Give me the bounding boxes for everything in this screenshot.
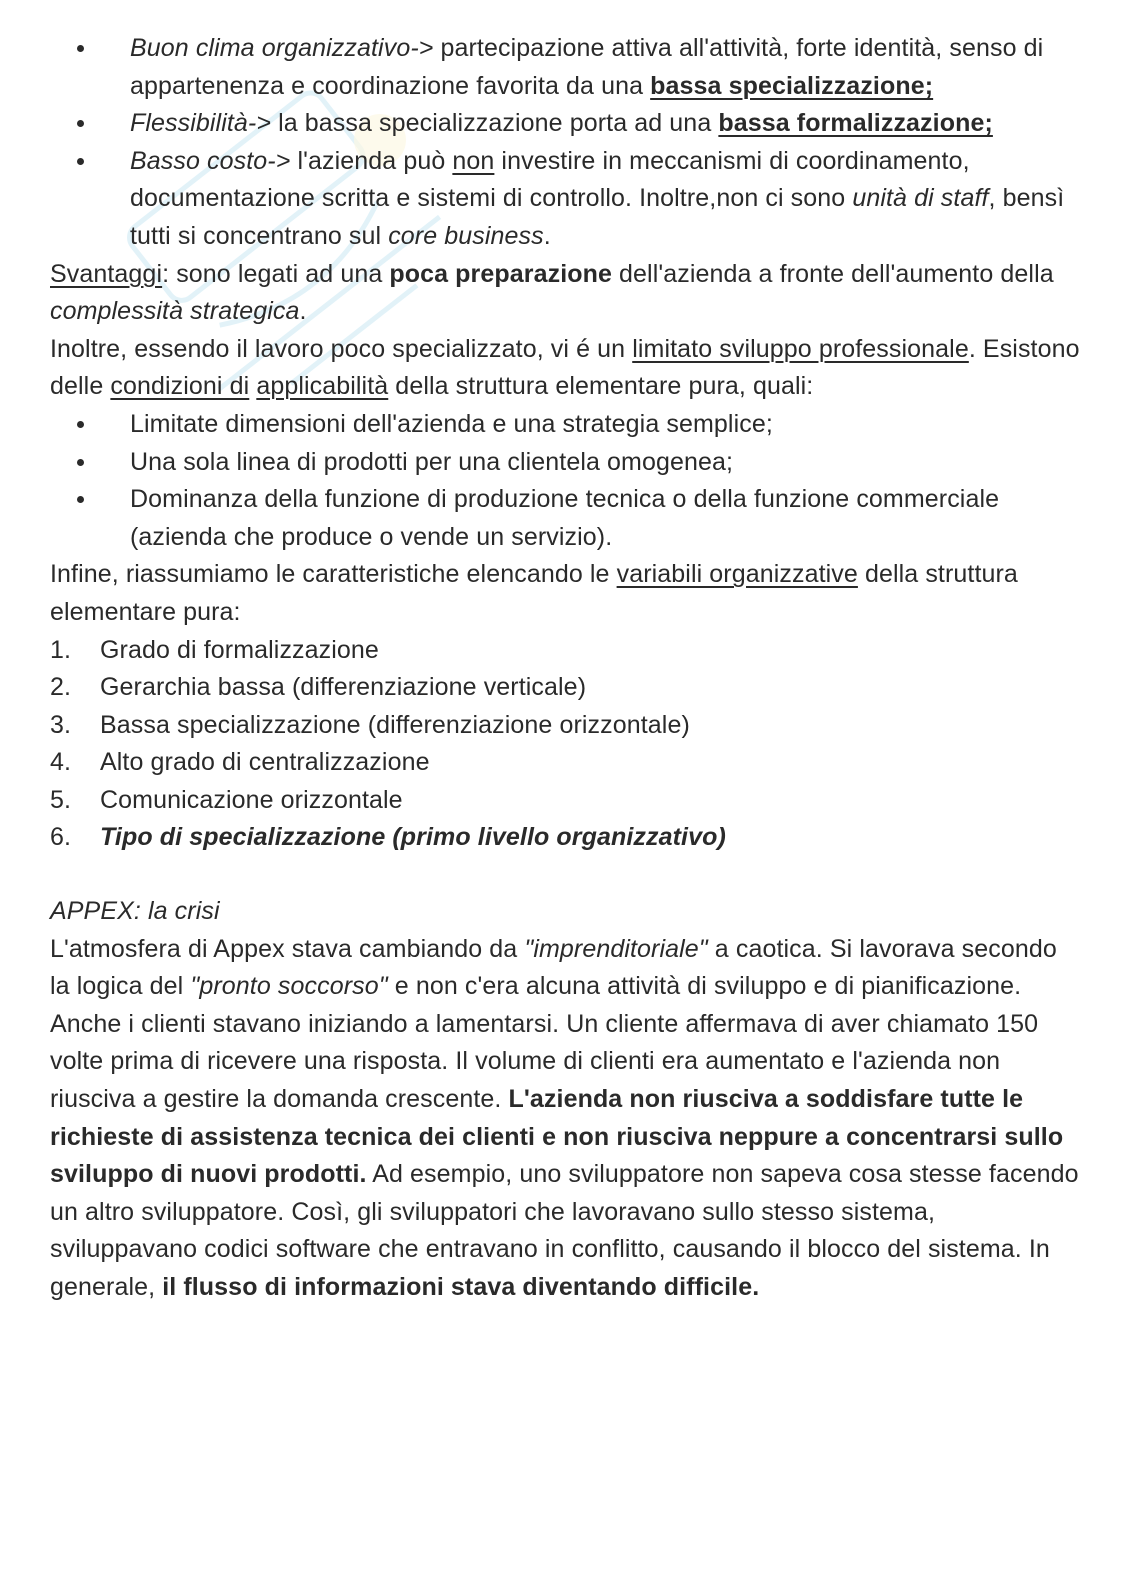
list-item: 2. Gerarchia bassa (differenziazione verticale) [50,673,587,702]
advantages-list [50,30,1080,256]
list-item: 3. Bassa specializzazione (differenziazione orizzontale) [50,710,690,739]
disadvantages-paragraph: Svantaggi: sono legati ad una poca preparazione dell'azienda a fronte dell'aumento della complessità strategica. [50,259,1054,326]
list-item: 1. Grado di formalizzazione [50,635,379,664]
list-item: Basso costo-> l'azienda può non investire in meccanismi di coordinamento, documentazione scritta e sistemi di controllo. Inoltre,non ci sono unità di staff, bensì tutti si concentrano sul core business. [50,143,1080,256]
appex-heading: APPEX: la crisi [50,897,220,926]
list-item: Flessibilità-> la bassa specializzazione porta ad una bassa formalizzazione; [50,105,1080,143]
professional-development-paragraph: Inoltre, essendo il lavoro poco specializzato, vi é un limitato sviluppo professionale. Esistono delle condizioni di applicabilità della struttura elementare pura, quali: [50,334,1080,401]
conditions-list [50,406,1080,556]
summary-intro-paragraph: Infine, riassumiamo le caratteristiche elencando le variabili organizzative della struttura elementare pura: [50,560,1018,626]
appex-paragraph: L'atmosfera di Appex stava cambiando da "imprenditoriale" a caotica. Si lavorava secondo la logica del "pronto soccorso" e non c'era alcuna attività di sviluppo e di pianificazione. Anche i clienti stavano iniziando a lamentarsi. Un cliente affermava di aver chiamato 150 volte prima di ricevere una risposta. Il volume di clienti era aumentato e l'azienda non riusciva a gestire la domanda crescente. L'azienda non riusciva a soddisfare tutte le richieste di assistenza tecnica dei clienti e non riusciva neppure a concentrarsi sullo sviluppo di nuovi prodotti. Ad esempio, uno sviluppatore non sapeva cosa stesse facendo un altro sviluppatore. Così, gli sviluppatori che lavoravano sullo stesso sistema, sviluppavano codici software che entravano in conflitto, causando il blocco del sistema. In generale, il flusso di informazioni stava diventando difficile. [50,934,1079,1301]
list-item: 4. Alto grado di centralizzazione [50,748,430,777]
list-item: Limitate dimensioni dell'azienda e una strategia semplice; [50,406,1080,444]
variables-list [50,632,1080,858]
list-item: Dominanza della funzione di produzione tecnica o della funzione commerciale (azienda che produce o vende un servizio). [50,481,1080,556]
list-item: Buon clima organizzativo-> partecipazione attiva all'attività, forte identità, senso di appartenenza e coordinazione favorita da una bassa specializzazione; [50,30,1080,105]
list-item: 6. Tipo di specializzazione (primo livello organizzativo) [50,823,726,852]
document-page [50,30,1080,1307]
list-item: Una sola linea di prodotti per una clientela omogenea; [50,444,1080,482]
section-spacer [50,857,1080,893]
list-item: 5. Comunicazione orizzontale [50,785,403,814]
